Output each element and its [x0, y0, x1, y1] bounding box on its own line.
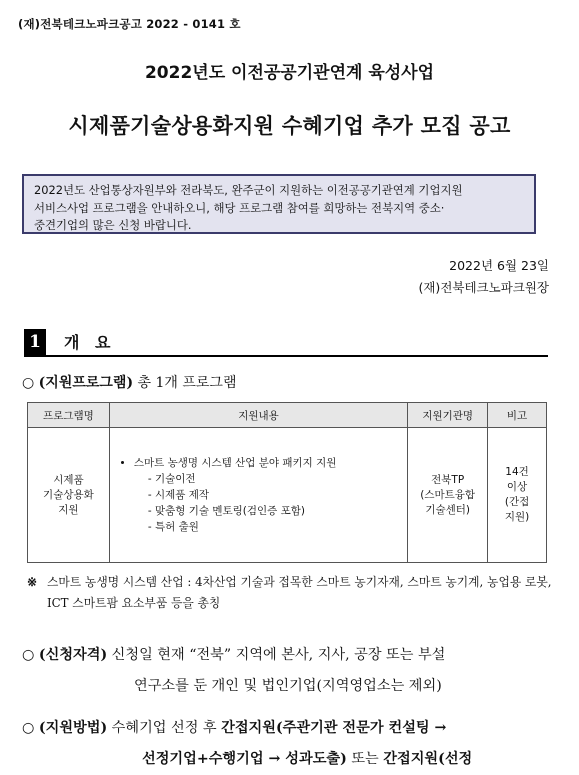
intro-line-1: 2022년도 산업통상자원부와 전라북도, 완주군이 지원하는 이전공공기관연계 기업지원	[34, 183, 463, 197]
cell-program-name	[28, 428, 110, 563]
eligibility-line-1: 신청일 현재 “전북” 지역에 본사, 지사, 공장 또는 부설	[107, 647, 446, 663]
method-line-1-bold: 간접지원(주관기관 전문가 컨설팅 →	[221, 720, 447, 736]
remark-line: 이상	[506, 481, 528, 493]
intro-box	[22, 174, 536, 234]
program-table	[27, 402, 547, 563]
cell-agency	[408, 428, 488, 563]
issuing-organization: (재)전북테크노파크원장	[418, 280, 549, 295]
program-summary-text: 총 1개 프로그램	[133, 375, 237, 391]
section-divider	[24, 355, 548, 357]
method-label: (지원방법)	[38, 720, 108, 736]
content-sub-item: - 기술이전	[147, 473, 196, 485]
agency-line: 전북TP	[431, 473, 465, 486]
agency-line: 기술센터)	[425, 503, 470, 516]
content-sub-item: - 특허 출원	[147, 521, 199, 533]
intro-line-3: 중견기업의 많은 신청 바랍니다.	[34, 218, 192, 232]
bullet-circle: ○	[22, 720, 35, 736]
remark-line: (간접	[504, 496, 530, 508]
program-summary	[22, 372, 236, 392]
method-line-2-bold-a: 선정기업+수행기업 → 성과도출)	[142, 751, 347, 767]
program-summary-label: (지원프로그램)	[38, 375, 134, 391]
method-line-2	[22, 744, 552, 775]
intro-line-2: 서비스사업 프로그램을 안내하오니, 해당 프로그램 참여를 희망하는 전북지역 중소·	[34, 200, 445, 215]
remark-line: 지원)	[504, 511, 530, 523]
content-main-item	[134, 455, 407, 535]
eligibility-line-2: 연구소를 둔 개인 및 법인기업(지역영업소는 제외)	[134, 678, 442, 694]
notice-number: (재)전북테크노파크공고 2022 - 0141 호	[18, 17, 241, 31]
agency-line: (스마트융합	[420, 488, 476, 501]
method-line-1-pre: 수혜기업 선정 후	[107, 720, 222, 736]
bullet-circle: ○	[22, 375, 35, 391]
section-number: 1	[24, 329, 46, 355]
remark-line: 14건	[505, 466, 529, 478]
name-line: 지원	[58, 503, 79, 516]
footnote-text: 스마트 농생명 시스템 산업 : 4차산업 기술과 접목한 스마트 농기자재, 스마트 농기계, 농업용 로봇, ICT 스마트팜 요소부품 등을 총칭	[47, 575, 552, 610]
name-line: 시제품	[53, 473, 84, 486]
method-paragraph	[22, 713, 552, 775]
announcement-date: 2022년 6월 23일	[449, 258, 549, 273]
content-sub-item: - 맞춤형 기술 멘토링(검인증 포함)	[147, 505, 306, 517]
header-remarks: 비고	[488, 403, 547, 428]
program-title: 2022년도 이전공공기관연계 육성사업	[144, 63, 435, 83]
cell-remarks	[488, 428, 547, 563]
header-agency: 지원기관명	[408, 403, 488, 428]
name-line: 기술상용화	[43, 488, 94, 501]
cell-support-content	[109, 428, 407, 563]
method-line-2-mid: 또는	[346, 751, 384, 767]
bullet-circle: ○	[22, 647, 35, 663]
eligibility-label: (신청자격)	[38, 647, 108, 663]
content-main-text: 스마트 농생명 시스템 산업 분야 패키지 지원	[133, 457, 337, 469]
table-row	[28, 428, 547, 563]
table-header-row	[28, 403, 547, 428]
eligibility-paragraph	[22, 640, 552, 702]
header-support-content: 지원내용	[109, 403, 407, 428]
footnote	[27, 572, 555, 614]
announcement-title: 시제품기술상용화지원 수혜기업 추가 모집 공고	[68, 114, 511, 138]
reference-mark: ※	[27, 575, 37, 589]
section-title: 개 요	[64, 333, 116, 352]
content-sub-item: - 시제품 제작	[147, 489, 210, 501]
method-line-2-bold-b: 간접지원(선정	[383, 751, 473, 767]
header-program-name: 프로그램명	[28, 403, 110, 428]
